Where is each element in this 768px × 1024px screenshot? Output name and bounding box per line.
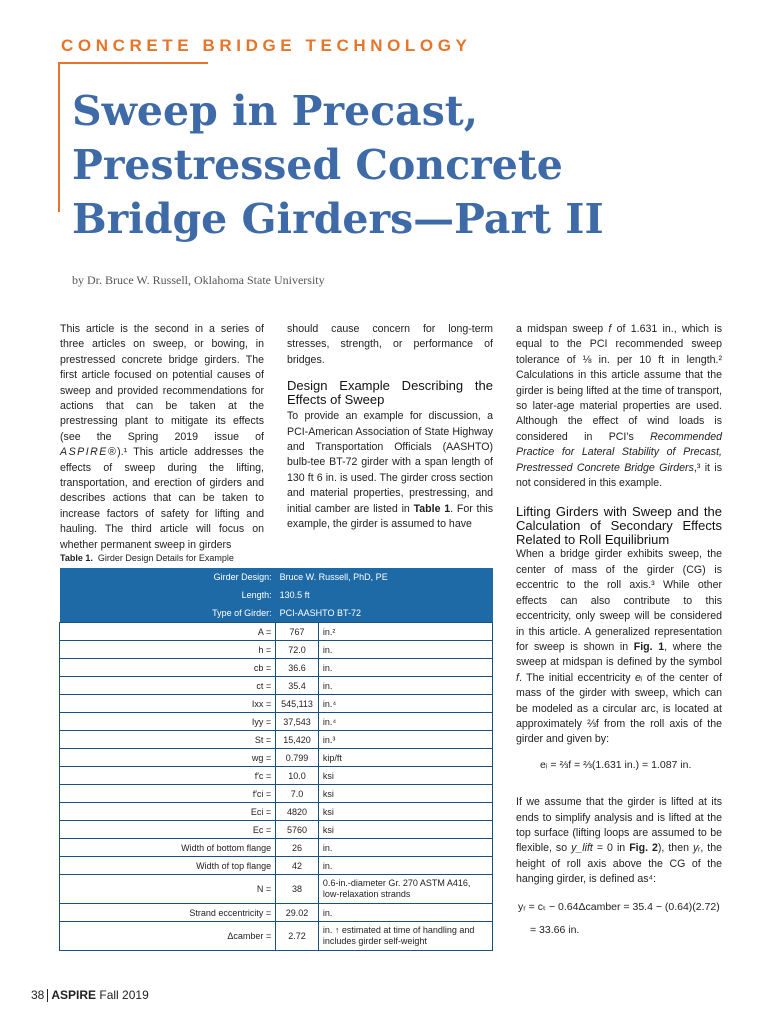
paragraph: [287, 409, 493, 532]
table-row: [60, 713, 493, 731]
equation-roll-height-result: = 33.66 in.: [530, 924, 580, 936]
table-row: [60, 803, 493, 821]
row-value: 36.6: [276, 659, 319, 677]
row-unit: 0.6-in.-diameter Gr. 270 ASTM A416, low-relaxation strands: [318, 875, 492, 904]
title-line: Sweep in Precast,: [72, 87, 479, 135]
table-row: [60, 767, 493, 785]
table-row: [60, 659, 493, 677]
row-value: 72.0: [276, 641, 319, 659]
table-header-rows: [60, 568, 493, 623]
row-unit: ksi: [318, 803, 492, 821]
row-unit: in.³: [318, 731, 492, 749]
row-label: A =: [60, 623, 276, 641]
row-value: 42: [276, 857, 319, 875]
table-header-row: [60, 604, 493, 623]
text: To provide an example for discussion, a PCI-American Association of State Highway and Transportation Officials (AASHTO) bulb-tee BT-72 girder with a span length of 130 ft 6 in. is used. The girder cross section and material properties, prestressing, and initial camber are listed in: [287, 410, 493, 515]
title-rule-left: [58, 62, 60, 212]
row-unit: ksi: [318, 785, 492, 803]
row-label: ct =: [60, 677, 276, 695]
row-unit: in.: [318, 641, 492, 659]
row-label: cb =: [60, 659, 276, 677]
caption-label: Table 1.: [60, 553, 93, 563]
equation-roll-height: yᵣ = cₜ − 0.64Δcamber = 35.4 − (0.64)(2.72): [518, 900, 720, 913]
row-value: 4820: [276, 803, 319, 821]
table-row: [60, 875, 493, 904]
row-value: 35.4: [276, 677, 319, 695]
row-unit: in.⁴: [318, 695, 492, 713]
table-row: [60, 839, 493, 857]
figure-reference: Fig. 2: [629, 842, 658, 855]
table-row: [60, 695, 493, 713]
table-row: [60, 641, 493, 659]
section-heading: Lifting Girders with Sweep and the Calculation of Secondary Effects Related to Roll Equilibrium: [516, 504, 722, 548]
row-unit: kip/ft: [318, 749, 492, 767]
row-label: Width of top flange: [60, 857, 276, 875]
table-row: [60, 821, 493, 839]
section-heading: Design Example Describing the Effects of Sweep: [287, 378, 493, 408]
row-label: wg =: [60, 749, 276, 767]
paragraph: should cause concern for long-term stresses, strength, or performance of bridges.: [287, 323, 493, 366]
header-value: Bruce W. Russell, PhD, PE: [276, 568, 493, 586]
row-label: Eci =: [60, 803, 276, 821]
paragraph: [60, 322, 264, 553]
row-unit: in. ↑ estimated at time of handling and includes girder self-weight: [318, 922, 492, 951]
row-unit: in.: [318, 857, 492, 875]
column-3: [516, 322, 722, 938]
table-row: [60, 904, 493, 922]
magazine-name: ASPIRE®: [60, 446, 118, 459]
header-value: 130.5 ft: [276, 586, 493, 604]
text: If we assume that the girder is lifted at its ends to simplify analysis and is lifted at the top surface (lifting loops are assumed to be flexible, so: [516, 796, 722, 855]
header-label: Type of Girder:: [60, 604, 276, 623]
row-label: f′c =: [60, 767, 276, 785]
text: = 0 in: [592, 842, 630, 855]
row-unit: in.²: [318, 623, 492, 641]
column-1: [60, 322, 264, 553]
row-value: 37,543: [276, 713, 319, 731]
section-kicker: CONCRETE BRIDGE TECHNOLOGY: [61, 36, 472, 55]
text: , the height of roll axis above the CG of the hanging girder, is defined as⁴:: [516, 842, 722, 886]
table-row: [60, 785, 493, 803]
row-value: 5760: [276, 821, 319, 839]
row-label: h =: [60, 641, 276, 659]
row-value: 7.0: [276, 785, 319, 803]
header-value: PCI-AASHTO BT-72: [276, 604, 493, 623]
row-value: 545,113: [276, 695, 319, 713]
paragraph: [516, 322, 722, 491]
row-label: N =: [60, 875, 276, 904]
text: of the center of mass of the girder with sweep, which can be modeled as a circular arc, is located at approximately ⅔f from the roll axis of the girder and given by:: [516, 671, 722, 746]
row-unit: in.: [318, 677, 492, 695]
symbol: eᵢ: [635, 671, 643, 684]
row-unit: in.⁴: [318, 713, 492, 731]
issue-label: Fall 2019: [99, 988, 149, 1002]
equation-eccentricity: eᵢ = ⅔f = ⅔(1.631 in.) = 1.087 in.: [540, 758, 692, 771]
row-value: 767: [276, 623, 319, 641]
article-title: [72, 84, 712, 246]
table-header-row: [60, 568, 493, 586]
symbol: f: [608, 323, 612, 335]
row-label: Δcamber =: [60, 922, 276, 951]
text: a midspan sweep: [516, 323, 609, 335]
byline: by Dr. Bruce W. Russell, Oklahoma State University: [72, 273, 325, 287]
row-value: 29.02: [276, 904, 319, 922]
header-label: Length:: [60, 586, 276, 604]
column-2: [287, 322, 493, 532]
paragraph: [516, 795, 722, 887]
row-value: 15,420: [276, 731, 319, 749]
caption-text: Girder Design Details for Example: [97, 553, 234, 563]
row-label: Ixx =: [60, 695, 276, 713]
row-value: 0.799: [276, 749, 319, 767]
row-unit: in.: [318, 659, 492, 677]
table-header-row: [60, 586, 493, 604]
symbol: f: [516, 671, 519, 684]
table-row: [60, 749, 493, 767]
table-row: [60, 623, 493, 641]
text: , where the sweep at midspan is defined by the symbol: [516, 640, 722, 669]
row-label: Ec =: [60, 821, 276, 839]
figure-reference: Fig. 1: [633, 640, 665, 653]
row-unit: in.: [318, 904, 492, 922]
row-unit: ksi: [318, 767, 492, 785]
text: This article is the second in a series of three articles on sweep, or bowing, in prestressed concrete bridge girders. The first article focused on potential causes of sweep and provided recommendations for actions that can be taken at the prestressing plant to mitigate its effects (see the Spring 2019 issue of: [60, 323, 264, 443]
header-label: Girder Design:: [60, 568, 276, 586]
row-value: 26: [276, 839, 319, 857]
row-value: 2.72: [276, 922, 319, 951]
text: . For this example, the girder is assumed to have: [287, 502, 493, 531]
row-value: 38: [276, 875, 319, 904]
table-caption: [60, 553, 234, 563]
paragraph: [516, 547, 722, 747]
table-row: [60, 677, 493, 695]
magazine-brand: ASPIRE: [51, 988, 97, 1002]
table-row: [60, 922, 493, 951]
text: of 1.631 in., which is equal to the PCI recommended sweep tolerance of ⅛ in. per 10 ft in length.² Calculations in this article assume that the girder is being lifted at the time of transport, so later-age material properties are used. Although the effect of wind loads is considered in PCI’s: [516, 323, 722, 443]
text: When a bridge girder exhibits sweep, the center of mass of the girder (CG) is eccentric to the roll axis.³ While other effects can also contribute to this eccentricity, only sweep will be considered in this article. A generalized representation for sweep is shown in: [516, 548, 722, 653]
row-label: Width of bottom flange: [60, 839, 276, 857]
table-row: [60, 857, 493, 875]
table-body: [60, 623, 493, 951]
page-number: 38: [31, 988, 45, 1002]
text: ).¹ This article addresses the effects of sweep during the lifting, transportation, and erection of girders and describes actions that can be taken to increase factors of safety for lifting and hauling. The third article will focus on whether permanent sweep in girders: [60, 446, 264, 551]
footer-divider: [47, 989, 48, 1002]
title-rule-top: [58, 62, 208, 64]
symbol: y_lift: [571, 842, 593, 855]
row-label: St =: [60, 731, 276, 749]
table-reference: Table 1: [413, 502, 451, 515]
title-line: Prestressed Concrete: [72, 141, 563, 189]
row-unit: in.: [318, 839, 492, 857]
girder-design-table: [59, 568, 493, 951]
text: ), then: [657, 842, 693, 855]
row-label: f′ci =: [60, 785, 276, 803]
row-unit: ksi: [318, 821, 492, 839]
text: ,³ it is not considered in this example.: [516, 461, 722, 490]
text: . The initial eccentricity: [518, 671, 636, 684]
row-value: 10.0: [276, 767, 319, 785]
reference-title: Recommended Practice for Lateral Stability of Precast, Prestressed Concrete Bridge Girders: [516, 430, 722, 474]
symbol: yᵣ: [692, 842, 701, 855]
table-row: [60, 731, 493, 749]
row-label: Iyy =: [60, 713, 276, 731]
page-footer: [31, 988, 149, 1002]
row-label: Strand eccentricity =: [60, 904, 276, 922]
title-line: Bridge Girders—Part II: [72, 195, 604, 243]
